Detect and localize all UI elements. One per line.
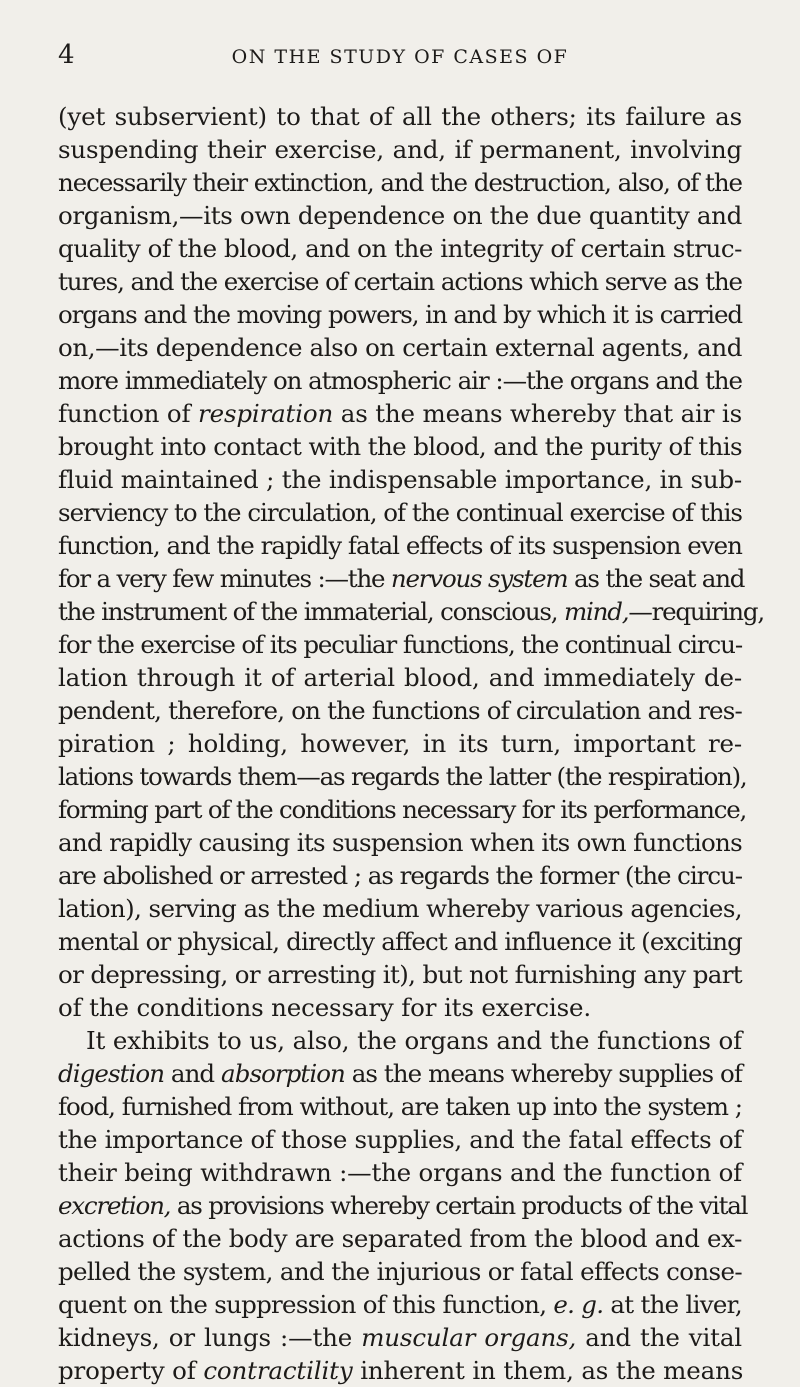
text-line (58, 199, 742, 232)
text-line (58, 892, 742, 925)
text-run: organism,—its own dependence on the due quantity and (58, 201, 742, 230)
text-run: organs and the moving powers, in and by which it is carried (58, 300, 742, 329)
text-run: and rapidly causing its suspension when its own functions (58, 828, 742, 857)
text-line (58, 562, 745, 595)
text-line (58, 694, 742, 727)
text-line (58, 1222, 742, 1255)
text-line (58, 826, 742, 859)
text-run: and (164, 1059, 222, 1088)
italic-term: nervous system (390, 564, 568, 593)
italic-term: digestion (58, 1059, 165, 1088)
text-run: —requiring, (628, 597, 764, 626)
text-run: (yet subservient) to that of all the others; its failure as (58, 102, 742, 131)
text-run: quent on the suppression of this function, (58, 1290, 554, 1319)
text-line (58, 1090, 742, 1123)
text-line (58, 1189, 748, 1222)
text-run: on,—its dependence also on certain external agents, and (58, 333, 742, 362)
text-line (58, 100, 742, 133)
text-line (58, 1123, 742, 1156)
text-run: function of (58, 399, 199, 428)
text-run: kidneys, or lungs :—the (58, 1323, 362, 1352)
text-run: or depressing, or arresting it), but not furnishing any part (58, 960, 742, 989)
text-line (58, 628, 742, 661)
text-run: fluid maintained ; the indispensable importance, in sub- (58, 465, 742, 494)
italic-term: respiration (198, 399, 334, 428)
text-run: inherent in them, as the means (352, 1356, 744, 1385)
text-line (58, 364, 742, 397)
text-run: mental or physical, directly affect and influence it (exciting (58, 927, 742, 956)
text-run: serviency to the circulation, of the continual exercise of this (58, 498, 742, 527)
text-line (58, 529, 742, 562)
text-line (58, 925, 742, 958)
text-run: as provisions whereby certain products of the vital (170, 1191, 748, 1220)
text-run: as the seat and (567, 564, 745, 593)
text-run: lations towards them—as regards the latter (the respiration), (58, 762, 747, 791)
text-run: as the means whereby supplies of (344, 1059, 742, 1088)
text-run: tures, and the exercise of certain actions which serve as the (58, 267, 742, 296)
text-run: of the conditions necessary for its exercise. (58, 993, 592, 1022)
text-line (58, 793, 747, 826)
text-line (58, 595, 764, 628)
text-run: as the means whereby that air is (333, 399, 742, 428)
text-line (58, 133, 742, 166)
italic-term: contractility (203, 1356, 353, 1385)
text-line (58, 1288, 742, 1321)
italic-term: e. g. (553, 1290, 604, 1319)
text-line (58, 1156, 742, 1189)
text-line (58, 661, 742, 694)
page-number: 4 (58, 40, 75, 70)
italic-term: absorption (221, 1059, 345, 1088)
text-run: actions of the body are separated from the blood and ex- (58, 1224, 742, 1253)
text-run: pelled the system, and the injurious or fatal effects conse- (58, 1257, 742, 1286)
text-line (58, 463, 742, 496)
text-run: brought into contact with the blood, and the purity of this (58, 432, 742, 461)
text-line (58, 1024, 742, 1057)
text-run: function, and the rapidly fatal effects of its suspension even (58, 531, 742, 560)
text-line (58, 1354, 742, 1387)
text-run: lation through it of arterial blood, and immediately de- (58, 663, 742, 692)
text-line (58, 166, 742, 199)
text-line (58, 1321, 742, 1354)
text-line (58, 397, 742, 430)
italic-term: muscular organs, (361, 1323, 577, 1352)
text-run: food, furnished from without, are taken up into the system ; (58, 1092, 742, 1121)
text-run: necessarily their extinction, and the destruction, also, of the (58, 168, 742, 197)
text-line (58, 430, 742, 463)
italic-term: mind, (563, 597, 629, 626)
text-run: lation), serving as the medium whereby various agencies, (58, 894, 742, 923)
text-run: their being withdrawn :—the organs and the function of (58, 1158, 742, 1187)
page-header (58, 40, 742, 74)
text-run: the instrument of the immaterial, conscious, (58, 597, 564, 626)
text-line (58, 331, 742, 364)
text-line (58, 298, 742, 331)
text-line (58, 496, 742, 529)
text-run: piration ; holding, however, in its turn, important re- (58, 729, 742, 758)
text-line (58, 265, 742, 298)
text-line (58, 1255, 742, 1288)
text-line (58, 727, 742, 760)
text-run: at the liver, (603, 1290, 742, 1319)
text-run: forming part of the conditions necessary for its performance, (58, 795, 747, 824)
text-line (58, 859, 742, 892)
text-run: property of (58, 1356, 204, 1385)
text-run: It exhibits to us, also, the organs and the functions of (86, 1026, 742, 1055)
text-run: more immediately on atmospheric air :—the organs and the (58, 366, 742, 395)
text-line (58, 760, 747, 793)
body-text (58, 100, 764, 1387)
text-line (58, 232, 742, 265)
italic-term: excretion, (58, 1191, 171, 1220)
text-line (58, 991, 742, 1024)
text-run: for a very few minutes :—the (58, 564, 391, 593)
text-run: are abolished or arrested ; as regards the former (the circu- (58, 861, 742, 890)
text-run: the importance of those supplies, and the fatal effects of (58, 1125, 742, 1154)
text-line (58, 958, 742, 991)
text-run: for the exercise of its peculiar functions, the continual circu- (58, 630, 742, 659)
text-run: quality of the blood, and on the integrity of certain struc- (58, 234, 742, 263)
text-run: suspending their exercise, and, if permanent, involving (58, 135, 742, 164)
text-run: and the vital (576, 1323, 742, 1352)
text-run: pendent, therefore, on the functions of circulation and res- (58, 696, 742, 725)
text-line (58, 1057, 742, 1090)
running-title: ON THE STUDY OF CASES OF (231, 46, 569, 68)
